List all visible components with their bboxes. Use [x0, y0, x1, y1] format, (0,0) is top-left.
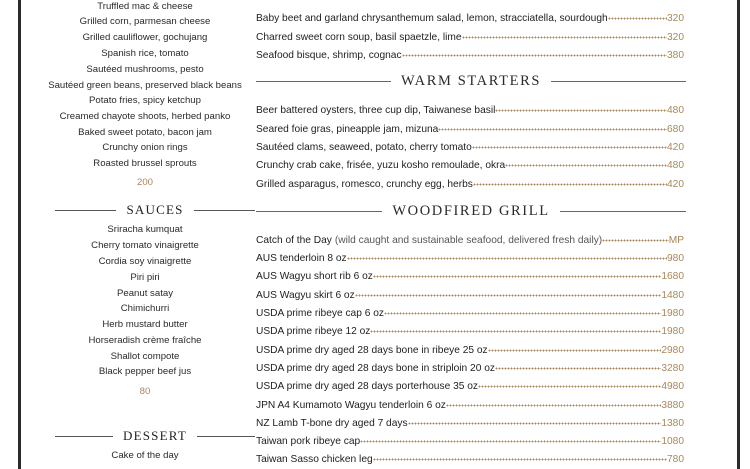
menu-row: [256, 44, 684, 61]
menu-row: [256, 136, 684, 153]
menu-row: [256, 265, 684, 282]
sauce-item: Cherry tomato vinaigrette: [91, 240, 199, 251]
side-item: Spanish rice, tomato: [101, 48, 189, 59]
dot-leader: [373, 265, 662, 279]
woodfired-grill-heading: [256, 202, 686, 220]
dot-leader: [488, 339, 662, 353]
dish-note: (wild caught and sustainable seafood, delivered fresh daily): [334, 235, 603, 246]
sauce-item: Horseradish crème fraîche: [88, 335, 202, 346]
heading-rule: [197, 436, 255, 437]
side-item: Baked sweet potato, bacon jam: [78, 127, 212, 138]
dish-name: AUS tenderloin 8 oz: [256, 253, 347, 264]
menu-row: [256, 412, 684, 429]
dish-name: NZ Lamb T-bone dry aged 7 days: [256, 418, 408, 429]
dot-leader: [384, 302, 661, 316]
page-border-left: [18, 0, 21, 469]
dot-leader: [473, 173, 667, 187]
menu-row: [256, 229, 684, 246]
menu-row: [256, 448, 684, 465]
dish-name: Taiwan pork ribeye cap: [256, 436, 361, 447]
dish-price: 1080: [661, 436, 684, 447]
sauce-item: Herb mustard butter: [102, 319, 188, 330]
dish-price: 420: [667, 179, 684, 190]
sauces-title: SAUCES: [126, 202, 184, 217]
sauce-item: Piri piri: [130, 272, 160, 283]
dish-price: 480: [667, 160, 684, 171]
side-item: Sautéed mushrooms, pesto: [86, 64, 204, 75]
dish-name: USDA prime dry aged 28 days porterhouse 35 oz: [256, 381, 478, 392]
dish-name: USDA prime dry aged 28 days bone in striploin 20 oz: [256, 363, 495, 374]
heading-rule: [55, 210, 116, 211]
dessert-item: Cake of the day: [111, 450, 179, 461]
dot-leader: [402, 44, 667, 58]
dish-name: Seared foie gras, pineapple jam, mizuna: [256, 124, 439, 135]
dish-name: Baby beet and garland chrysanthemum salad, lemon, stracciatella, sourdough: [256, 13, 608, 24]
dish-price: 980: [667, 253, 684, 264]
sauces-price: 80: [139, 386, 151, 397]
sauce-item: Chimichurri: [120, 303, 170, 314]
dish-price: 320: [667, 32, 684, 43]
dish-name: Crunchy crab cake, frisée, yuzu kosho remoulade, okra: [256, 160, 506, 171]
menu-row: [256, 430, 684, 447]
dish-price: 3880: [661, 400, 684, 411]
dot-leader: [408, 412, 662, 426]
dot-leader: [495, 99, 667, 113]
dot-leader: [446, 394, 661, 408]
dish-name: USDA prime dry aged 28 days bone in ribeye 25 oz: [256, 345, 488, 356]
sauce-item: Sriracha kumquat: [107, 224, 183, 235]
dish-price: 1980: [661, 326, 684, 337]
dish-name: Sautéed clams, seaweed, potato, cherry tomato: [256, 142, 472, 153]
woodfired-grill-title: WOODFIRED GRILL: [392, 202, 550, 219]
dot-leader: [608, 7, 667, 21]
dish-name: AUS Wagyu short rib 6 oz: [256, 271, 373, 282]
heading-rule: [55, 436, 113, 437]
dish-name: USDA prime ribeye cap 6 oz: [256, 308, 384, 319]
sauce-item: Peanut satay: [116, 288, 173, 299]
dish-name: Charred sweet corn soup, basil spaetzle, lime: [256, 32, 462, 43]
dish-price: 1980: [661, 308, 684, 319]
dish-price: 380: [667, 50, 684, 61]
dish-price: 1680: [661, 271, 684, 282]
dessert-title: DESSERT: [123, 428, 187, 443]
menu-row: [256, 339, 684, 356]
dessert-heading: [55, 428, 255, 444]
menu-row: [256, 26, 684, 43]
side-item: Truffled mac & cheese: [97, 1, 193, 12]
sauce-item: Shallot compote: [110, 351, 180, 362]
menu-row: [256, 7, 684, 24]
dot-leader: [370, 320, 661, 334]
dot-leader: [373, 448, 667, 462]
dish-name: Grilled asparagus, romesco, crunchy egg, herbs: [256, 179, 473, 190]
dot-leader: [462, 26, 667, 40]
dish-price: 420: [667, 142, 684, 153]
dot-leader: [360, 430, 661, 444]
dot-leader: [472, 136, 667, 150]
dot-leader: [438, 118, 667, 132]
menu-row: [256, 173, 684, 190]
menu-row: [256, 99, 684, 116]
dish-price: 480: [667, 105, 684, 116]
dish-name: Seafood bisque, shrimp, cognac: [256, 50, 402, 61]
menu-row: [256, 375, 684, 392]
menu-row: [256, 284, 684, 301]
dish-price: 320: [667, 13, 684, 24]
dish-price: 780: [667, 454, 684, 465]
dish-name: Taiwan Sasso chicken leg: [256, 454, 373, 465]
menu-row: [256, 118, 684, 135]
heading-rule: [560, 211, 686, 212]
dot-leader: [602, 229, 669, 243]
dish-price: 3280: [661, 363, 684, 374]
side-item: Creamed chayote shoots, herbed panko: [59, 111, 231, 122]
warm-starters-heading: [256, 72, 686, 90]
side-item: Potato fries, spicy ketchup: [89, 95, 201, 106]
menu-row: [256, 394, 684, 411]
menu-row: [256, 302, 684, 319]
dish-name: USDA prime ribeye 12 oz: [256, 326, 371, 337]
sauce-item: Cordia soy vinaigrette: [98, 256, 192, 267]
dot-leader: [505, 154, 667, 168]
side-item: Sautéed green beans, preserved black beans: [48, 80, 242, 91]
dish-price: 2980: [661, 345, 684, 356]
dish-price: 1380: [661, 418, 684, 429]
dish-name: JPN A4 Kumamoto Wagyu tenderloin 6 oz: [256, 400, 446, 411]
heading-rule: [256, 211, 382, 212]
sides-price: 200: [136, 177, 153, 188]
dot-leader: [495, 357, 661, 371]
dish-name: Beer battered oysters, three cup dip, Taiwanese basil: [256, 105, 496, 116]
side-item: Grilled cauliflower, gochujang: [82, 32, 208, 43]
sauce-item: Black pepper beef jus: [98, 366, 192, 377]
menu-row: [256, 247, 684, 264]
side-item: Grilled corn, parmesan cheese: [79, 16, 211, 27]
heading-rule: [551, 81, 686, 82]
dish-price: MP: [668, 235, 684, 246]
heading-rule: [256, 81, 391, 82]
heading-rule: [194, 210, 255, 211]
warm-starters-title: WARM STARTERS: [400, 72, 542, 89]
side-item: Crunchy onion rings: [102, 142, 188, 153]
dish-name: AUS Wagyu skirt 6 oz: [256, 290, 355, 301]
menu-row: [256, 154, 684, 171]
dish-name: Catch of the Day: [256, 235, 332, 246]
dish-price: 4980: [661, 381, 684, 392]
dish-price: 1480: [661, 290, 684, 301]
dot-leader: [347, 247, 667, 261]
dot-leader: [355, 284, 662, 298]
menu-row: [256, 320, 684, 337]
dot-leader: [478, 375, 661, 389]
menu-row: [256, 357, 684, 374]
sauces-heading: [55, 202, 255, 218]
page-border-right: [737, 0, 740, 469]
dish-price: 680: [667, 124, 684, 135]
side-item: Roasted brussel sprouts: [93, 158, 197, 169]
